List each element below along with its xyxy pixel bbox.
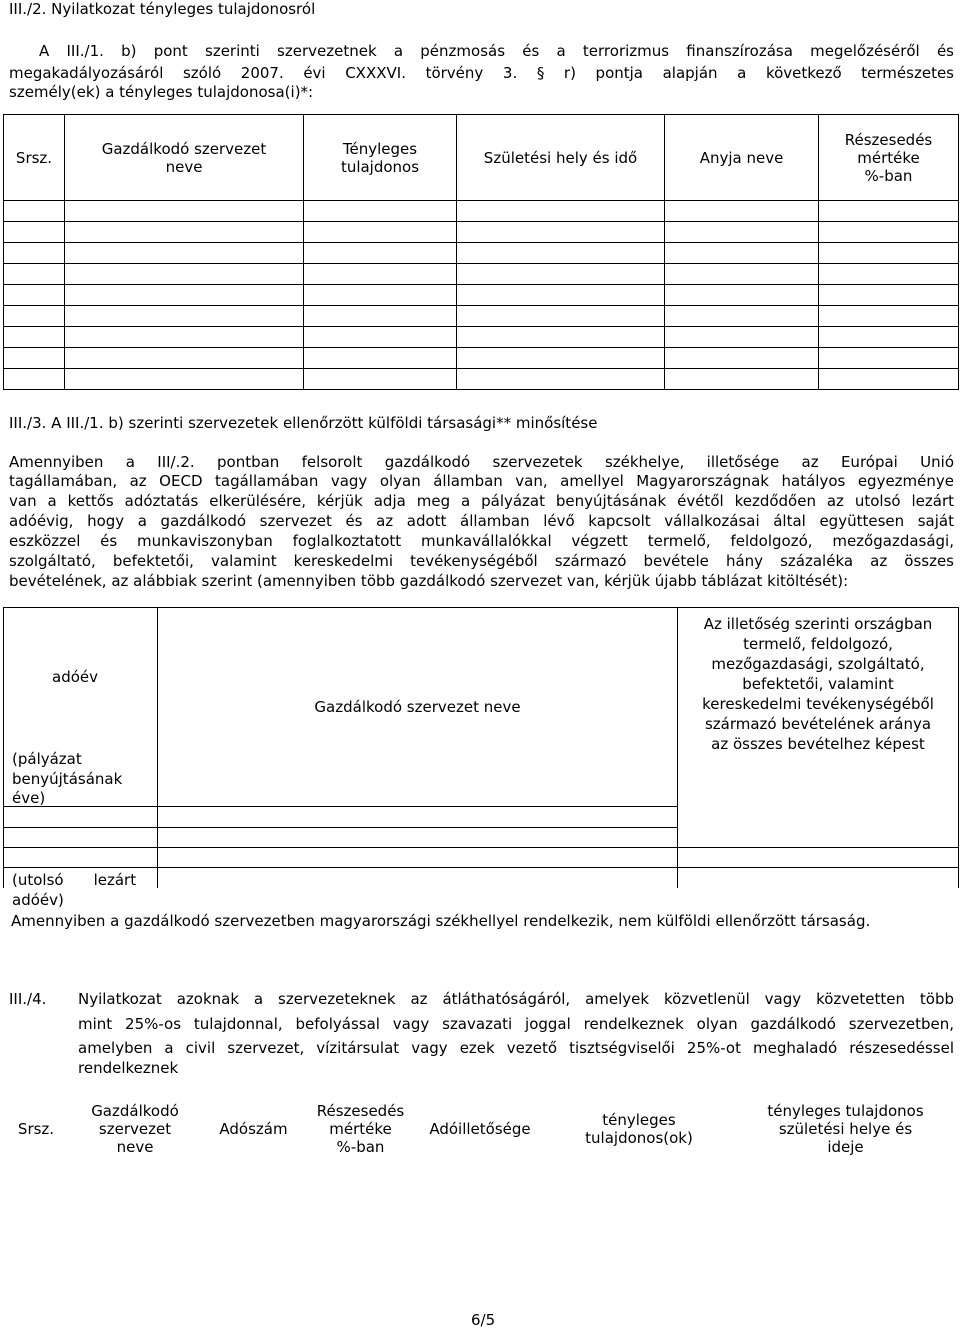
table-cell[interactable] xyxy=(4,369,65,390)
table-cell[interactable] xyxy=(665,348,819,369)
table-cell[interactable] xyxy=(4,306,65,327)
table-cell[interactable] xyxy=(304,306,457,327)
table-cell[interactable] xyxy=(4,807,158,828)
section-3-para-line-1: Amennyiben a III/.2. pontban felsorolt gazdálkodó szervezetek székhelye, illetősége az Európai Unió xyxy=(9,453,954,471)
header-owner-birth: tényleges tulajdonos születési helye és ideje xyxy=(767,1102,924,1156)
table-cell[interactable] xyxy=(4,243,65,264)
section-4-para-line-4: rendelkeznek xyxy=(78,1059,179,1077)
header-tax-residence: Adóilletősége xyxy=(429,1120,531,1138)
tax-year-cell xyxy=(4,608,158,807)
header-tax-number: Adószám xyxy=(219,1120,288,1138)
table-cell[interactable] xyxy=(457,285,665,306)
table-cell[interactable] xyxy=(304,222,457,243)
header-share: Részesedés mértéke %-ban xyxy=(819,115,959,201)
last-tax-year-cell xyxy=(4,848,158,909)
table-cell[interactable] xyxy=(665,369,819,390)
table-row xyxy=(4,348,959,369)
section-4-para-line-2: mint 25%-os tulajdonnal, befolyással vagy szavazati joggal rendelkeznek olyan gazdálkodó szervezetben, xyxy=(78,1015,954,1033)
table-row xyxy=(4,222,959,243)
table-row xyxy=(4,327,959,348)
table-cell[interactable] xyxy=(457,243,665,264)
table-cell[interactable] xyxy=(158,868,678,888)
table-cell[interactable] xyxy=(304,348,457,369)
section-3-para-line-3: van a kettős adóztatás elkerülésére, kérjük adja meg a pályázat benyújtásának évétől kezdődően az utolsó lezárt xyxy=(9,492,954,510)
table-cell[interactable] xyxy=(678,848,959,868)
section-2-para-line-1: A III./1. b) pont szerinti szervezetnek a pénzmosás és a terrorizmus finanszírozása megelőzéséről és xyxy=(39,42,954,60)
table-cell[interactable] xyxy=(65,369,304,390)
table-cell[interactable] xyxy=(4,264,65,285)
table-cell[interactable] xyxy=(4,201,65,222)
table-cell[interactable] xyxy=(65,243,304,264)
table-cell[interactable] xyxy=(4,828,158,848)
table-cell[interactable] xyxy=(65,348,304,369)
table-row xyxy=(4,264,959,285)
table-cell[interactable] xyxy=(4,348,65,369)
last-closed-tax-year-label: (utolsó lezárt adóév) xyxy=(12,871,137,909)
header-beneficial-owner: Tényleges tulajdonos xyxy=(304,115,457,201)
table-cell[interactable] xyxy=(457,264,665,285)
table-row xyxy=(4,201,959,222)
table-cell[interactable] xyxy=(304,327,457,348)
table-cell[interactable] xyxy=(819,348,959,369)
application-year-label: (pályázat benyújtásának éve) xyxy=(12,750,123,807)
table-cell[interactable] xyxy=(304,369,457,390)
table-cell[interactable] xyxy=(665,201,819,222)
table-cell[interactable] xyxy=(665,306,819,327)
section-3-title: III./3. A III./1. b) szerinti szervezetek ellenőrzött külföldi társasági** minősítése xyxy=(9,414,598,432)
org-name-header: Gazdálkodó szervezet neve xyxy=(158,608,678,807)
table-cell[interactable] xyxy=(65,201,304,222)
table-cell[interactable] xyxy=(819,306,959,327)
table-row xyxy=(4,243,959,264)
table-cell[interactable] xyxy=(665,264,819,285)
section-4-label: III./4. xyxy=(9,990,47,1008)
section-2-para-line-3: személy(ek) a tényleges tulajdonosa(i)*: xyxy=(9,83,314,101)
section-4-para-line-1: Nyilatkozat azoknak a szervezeteknek az átláthatóságáról, amelyek közvetlenül vagy közvetetten több xyxy=(78,990,954,1008)
table-cell[interactable] xyxy=(819,327,959,348)
table-cell[interactable] xyxy=(457,348,665,369)
table-cell[interactable] xyxy=(4,327,65,348)
table-cell[interactable] xyxy=(819,264,959,285)
page-number: 6/5 xyxy=(471,1311,496,1329)
table-row xyxy=(4,369,959,390)
table-row xyxy=(4,306,959,327)
table-cell[interactable] xyxy=(4,285,65,306)
section-3-para-line-2: tagállamában, az OECD tagállamában vagy olyan államban van, amellyel Magyarországnak hatályos egyezménye xyxy=(9,472,954,490)
table-cell[interactable] xyxy=(819,285,959,306)
table-cell[interactable] xyxy=(304,264,457,285)
header-org-name: Gazdálkodó szervezet neve xyxy=(65,115,304,201)
table-cell[interactable] xyxy=(158,848,678,868)
cfc-table xyxy=(3,607,959,909)
table-cell[interactable] xyxy=(819,201,959,222)
table-cell[interactable] xyxy=(158,807,678,828)
table-cell[interactable] xyxy=(65,222,304,243)
table-cell[interactable] xyxy=(457,369,665,390)
header-srsz: Srsz. xyxy=(17,1120,55,1138)
table-cell[interactable] xyxy=(457,222,665,243)
section-3-note: Amennyiben a gazdálkodó szervezetben magyarországi székhellyel rendelkezik, nem külföldi ellenőrzött társaság. xyxy=(11,912,871,930)
table-cell[interactable] xyxy=(158,828,678,848)
table-cell[interactable] xyxy=(4,222,65,243)
table-cell[interactable] xyxy=(65,285,304,306)
table-cell[interactable] xyxy=(678,868,959,888)
table-cell[interactable] xyxy=(304,201,457,222)
section-3-para-line-5: eszközzel és munkaviszonyban foglalkoztatott munkavállalókkal végzett termelő, feldolgozó, mezőgazdasági, xyxy=(9,532,954,550)
table-cell[interactable] xyxy=(665,327,819,348)
header-share: Részesedés mértéke %-ban xyxy=(316,1102,405,1156)
table-cell[interactable] xyxy=(65,264,304,285)
table-cell[interactable] xyxy=(665,222,819,243)
section-3-para-line-4: adóévig, hogy a gazdálkodó szervezet és az adott államban lévő kapcsolt vállalkozásai által együttesen saját xyxy=(9,512,954,530)
table-cell[interactable] xyxy=(819,243,959,264)
table-cell[interactable] xyxy=(665,285,819,306)
header-org-name: Gazdálkodó szervezet neve xyxy=(91,1102,179,1156)
table-cell[interactable] xyxy=(65,306,304,327)
table-cell[interactable] xyxy=(304,285,457,306)
header-birth-place-date: Születési hely és idő xyxy=(457,115,665,201)
table-cell[interactable] xyxy=(819,369,959,390)
transparency-table xyxy=(3,1096,958,1162)
table-cell[interactable] xyxy=(665,243,819,264)
section-3-para-line-7: bevételének, az alábbiak szerint (amennyiben több gazdálkodó szervezet van, kérjük újabb táblázat kitöltését): xyxy=(9,572,849,590)
table-cell[interactable] xyxy=(457,327,665,348)
table-cell[interactable] xyxy=(819,222,959,243)
section-2-title: III./2. Nyilatkozat tényleges tulajdonosról xyxy=(9,0,316,18)
section-2-para-line-2: megakadályozásáról szóló 2007. évi CXXXVI. törvény 3. § r) pontja alapján a következő természetes xyxy=(9,64,954,82)
table-cell[interactable] xyxy=(457,201,665,222)
table-row xyxy=(4,285,959,306)
table-row xyxy=(4,848,959,868)
table-cell[interactable] xyxy=(457,306,665,327)
tax-year-label: adóév xyxy=(52,668,98,686)
section-3-para-line-6: szolgáltató, befektetői, valamint kereskedelmi tevékenységéből származó bevétele hány százaléka az összes xyxy=(9,552,954,570)
header-mother-name: Anyja neve xyxy=(665,115,819,201)
revenue-ratio-header: Az illetőség szerinti országban termelő, feldolgozó, mezőgazdasági, szolgáltató, befektetői, valamint kereskedelmi tevékenységéből származó bevételének aránya az összes bevételhez képest xyxy=(678,608,959,848)
section-4-para-line-3: amelyben a civil szervezet, vízitársulat vagy ezek vezető tisztségviselői 25%-ot meghaladó részesedéssel xyxy=(78,1039,954,1057)
beneficial-owner-table xyxy=(3,114,959,390)
header-srsz: Srsz. xyxy=(4,115,65,201)
table-cell[interactable] xyxy=(304,243,457,264)
header-beneficial-owners: tényleges tulajdonos(ok) xyxy=(585,1111,693,1147)
table-cell[interactable] xyxy=(65,327,304,348)
